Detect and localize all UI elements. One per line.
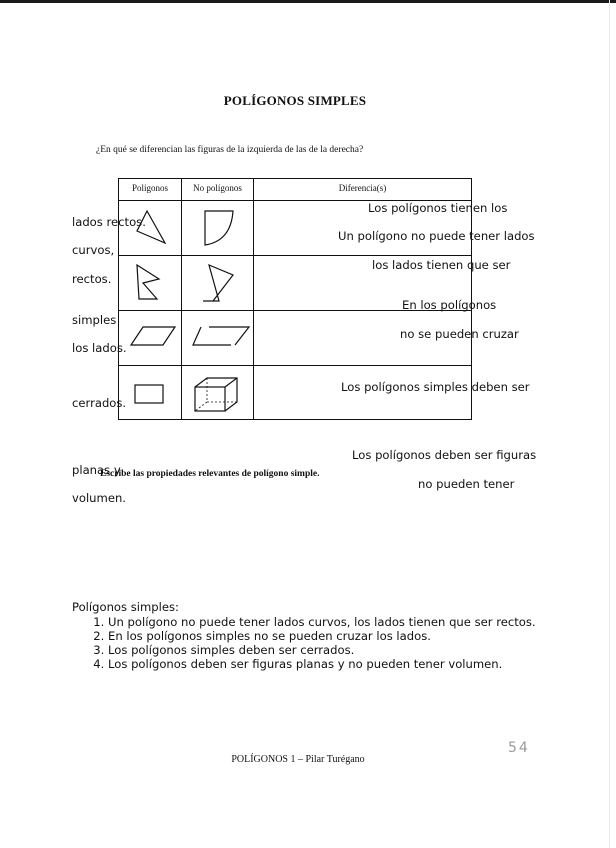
cube-shape	[191, 375, 243, 415]
page-title: POLÍGONOS SIMPLES	[223, 93, 367, 108]
table-header-diferencias: Diferencia(s)	[338, 183, 387, 193]
table-row-divider	[119, 365, 471, 366]
summary-item: 3. Los polígonos simples deben ser cerrados.	[108, 643, 578, 657]
summary-item: 1. Un polígono no puede tener lados curvos, los lados tienen que ser rectos.	[108, 615, 578, 629]
answer-line: no pueden tener	[418, 477, 515, 491]
concave-polygon-shape	[133, 263, 167, 303]
answer-line: curvos,	[72, 243, 115, 257]
table-header-no-poligonos: No polígonos	[193, 183, 242, 193]
crossing-lines-shape	[199, 261, 241, 305]
right-page-edge	[609, 0, 610, 848]
answer-line: los lados.	[72, 341, 127, 355]
summary-item: 2. En los polígonos simples no se pueden cruzar los lados.	[108, 629, 578, 643]
page-footer: POLÍGONOS 1 – Pilar Turégano	[231, 754, 365, 765]
summary-title: Polígonos simples:	[72, 600, 179, 614]
handwritten-page-number: 54	[508, 740, 530, 756]
top-border-line	[0, 0, 616, 3]
summary-item: 4. Los polígonos deben ser figuras planas y no pueden tener volumen.	[108, 657, 578, 671]
open-parallelogram-shape	[189, 325, 251, 347]
table-col-divider	[181, 179, 182, 419]
answer-line: lados rectos.	[72, 215, 146, 229]
answer-line: volumen.	[72, 491, 126, 505]
answer-line: rectos.	[72, 272, 112, 286]
table-header-poligonos: Polígonos	[131, 183, 168, 193]
table-col-divider	[253, 179, 254, 419]
answer-line: simples	[72, 313, 117, 327]
table-row-divider	[119, 255, 471, 256]
answer-line: Los polígonos simples deben ser	[341, 380, 530, 394]
answer-line: En los polígonos	[402, 298, 497, 312]
summary-list	[72, 615, 578, 671]
rectangle-shape	[133, 383, 167, 405]
answer-line: Un polígono no puede tener lados	[338, 229, 535, 243]
instruction-text: Escribe las propiedades relevantes de polígono simple.	[100, 469, 320, 479]
answer-line: cerrados.	[72, 396, 127, 410]
answer-line: no se pueden cruzar	[400, 327, 519, 341]
question-text: ¿En qué se diferencian las figuras de la izquierda de las de la derecha?	[96, 145, 364, 155]
parallelogram-shape	[129, 325, 177, 347]
answer-line: Los polígonos deben ser figuras	[352, 448, 537, 462]
curved-shape	[199, 207, 239, 249]
answer-line: planas y	[72, 463, 121, 477]
answer-line: Los polígonos tienen los	[368, 201, 508, 215]
answer-line: los lados tienen que ser	[372, 258, 511, 272]
